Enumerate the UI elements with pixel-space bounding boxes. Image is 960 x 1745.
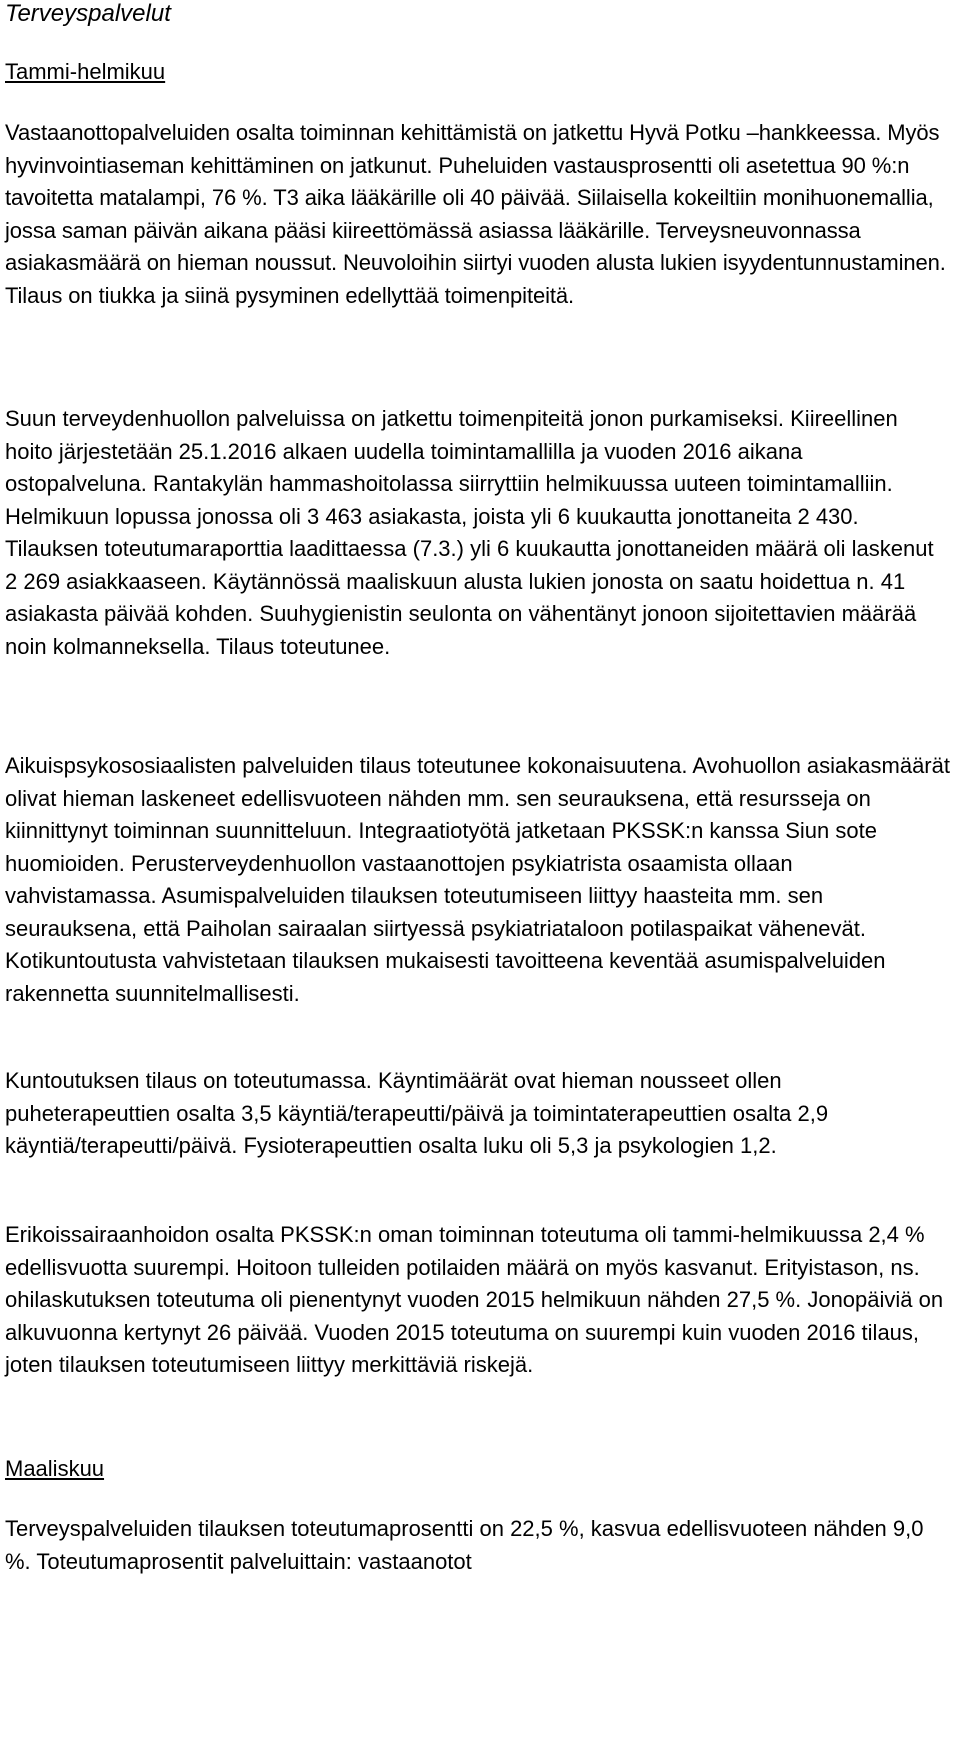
paragraph-erikoissairaanhoito: Erikoissairaanhoidon osalta PKSSK:n oman toiminnan toteutuma oli tammi-helmikuussa 2,4 % edellisvuotta suurempi. Hoitoon tulleiden potilaiden määrä on myös kasvanut. Erityistason, ns. ohilaskutuksen toteutuma oli pienentynyt vuoden 2015 helmikuun nähden 27,5 %. Jonopäiviä on alkuvuonna kertynyt 26 päivää. Vuoden 2015 toteutuma on suurempi kuin vuoden 2016 tilaus, joten tilauksen toteutumiseen liittyy merkittäviä riskejä. <box>5 1222 944 1377</box>
paragraph-aikuispsykososiaaliset: Aikuispsykososiaalisten palveluiden tilaus toteutunee kokonaisuutena. Avohuollon asiakasmäärät olivat hieman laskeneet edellisvuoteen nähden mm. sen seurauksena, että resursseja on kiinnittynyt toiminnan suunnitteluun. Integraatiotyötä jatketaan PKSSK:n kanssa Siun sote huomioiden. Perusterveydenhuollon vastaanottojen psykiatrista osaamista ollaan vahvistamassa. Asumispalveluiden tilauksen toteutumiseen liittyy haasteita mm. sen seurauksena, että Paiholan sairaalan siirtyessä psykiatriataloon potilaspaikat vähenevät. Kotikuntoutusta vahvistetaan tilauksen mukaisesti tavoitteena keventää asumispalveluiden rakennetta suunnitelmallisesti. <box>5 753 950 1006</box>
paragraph-kuntoutus: Kuntoutuksen tilaus on toteutumassa. Käyntimäärät ovat hieman nousseet ollen puheterapeuttien osalta 3,5 käyntiä/terapeutti/päivä ja toimintaterapeuttien osalta 2,9 käyntiä/terapeutti/päivä. Fysioterapeuttien osalta luku oli 5,3 ja psykologien 1,2. <box>5 1068 829 1158</box>
document-heading: Terveyspalvelut <box>5 0 171 27</box>
section-title-maaliskuu: Maaliskuu <box>5 1456 105 1481</box>
paragraph-vastaanottopalvelut: Vastaanottopalveluiden osalta toiminnan kehittämistä on jatkettu Hyvä Potku –hankkeessa. Myös hyvinvointiaseman kehittäminen on jatkunut. Puheluiden vastausprosentti oli asetettua 90 %:n tavoitetta matalampi, 76 %. T3 aika lääkärille oli 40 päivää. Siilaisella kokeiltiin monihuonemallia, jossa saman päivän aikana pääsi kiireettömässä asiassa lääkärille. Terveysneuvonnassa asiakasmäärä on hieman noussut. Neuvoloihin siirtyi vuoden alusta lukien isyydentunnustaminen. Tilaus on tiukka ja siinä pysyminen edellyttää toimenpiteitä. <box>5 120 946 308</box>
section-title-tammi-helmikuu: Tammi-helmikuu <box>5 59 166 84</box>
paragraph-maaliskuu: Terveyspalveluiden tilauksen toteutumaprosentti on 22,5 %, kasvua edellisvuoteen nähden 9,0 %. Toteutumaprosentit palveluittain: vastaanotot <box>5 1516 924 1574</box>
paragraph-suun-terveydenhuolto: Suun terveydenhuollon palveluissa on jatkettu toimenpiteitä jonon purkamiseksi. Kiireellinen hoito järjestetään 25.1.2016 alkaen uudella toimintamallilla ja vuoden 2016 aikana ostopalveluna. Rantakylän hammashoitolassa siirryttiin helmikuussa uuteen toimintamalliin. Helmikuun lopussa jonossa oli 3 463 asiakasta, joista yli 6 kuukautta jonottaneita 2 430. Tilauksen toteutumaraporttia laadittaessa (7.3.) yli 6 kuukautta jonottaneiden määrä oli laskenut 2 269 asiakkaaseen. Käytännössä maaliskuun alusta lukien jonosta on saatu hoidettua n. 41 asiakasta päivää kohden. Suuhygienistin seulonta on vähentänyt jonoon sijoitettavien määrää noin kolmanneksella. Tilaus toteutunee. <box>5 406 934 659</box>
